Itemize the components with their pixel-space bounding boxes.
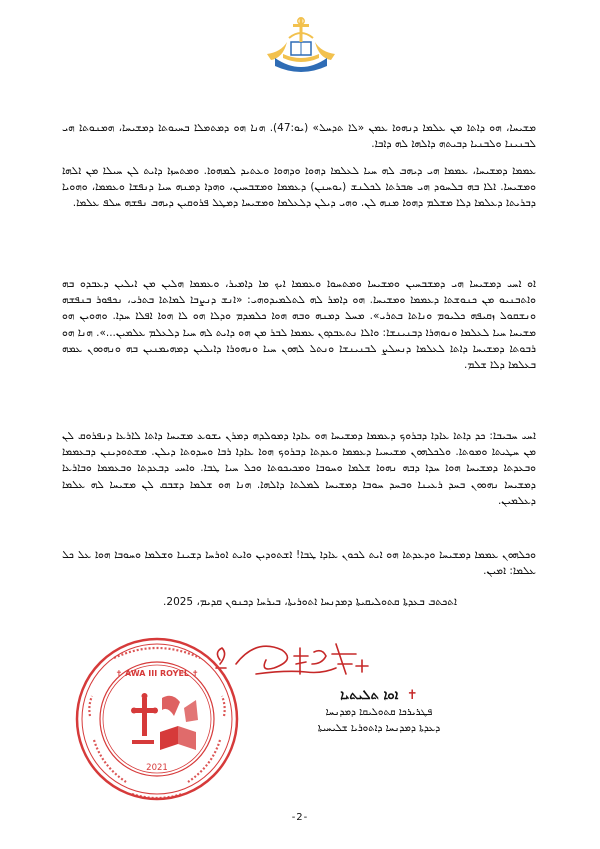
paragraph-3: ܐܘ ܐܚܝ ܕܡܫܝܚܐ ܗܝ ܕܡܫܒܚܝܢ ܘܡܫܝܚܐ ܘܡܬܚܘܐ ܘܥܡܡܐ ܐܝܟ ܡܐ ܕܐܡܝܪ، ܘܥܡܡܐ ܗܠܝܢ ܡܢ ܐܝܠܝܢ ܕܥܒܕܘ ܒܗ ܘܐܬܒܢܝܘ ܡܢ ܟܢܘܫܬܐ ܕܥܡܡܐ ܘܡܫܝܚܐ. ܗܘ ܕܐܡܪ ܠܗ ܠܬܠܡܝܕܘܗܝ: «ܐܢܫ ܕܢܨܒܐ ܠܡܐܬܐ ܒܬܪܝ، ܢܟܦܘܪ ܒܢܦܫܗ ܘܢܫܩܘܠ ܙܩܝܦܗ ܟܠܝܘܡ ܘܢܐܬܐ ܒܬܪܝ». ܡܚܠ ܕܡܢܗ ܘܒܗ ܗܘܐ ܟܠܡܕܡ ܘܕܠܐ ܗܘ ܠܐ ܗܘܐ ܐܦܠܐ ܚܕܐ. ܘܗܘܝܢ ܗܘ ܡܫܝܚܐ ܚܝܐ ܠܥܠܡܐ ܘܢܘܗܪܐ ܕܒܢܝܢܫܐ: ܘܐܠܐ ܢܬܥܒܕܘܢ ܥܡܡܐ ܠܒܪ ܡܢ ܗܘ ܕܐܝܬ ܠܗ ܚܝܐ ܕܠܥܠܡ ܥܠܡܝܢ...». ܗܢܐ ܗܘ ܪܒܘܬܐ ܕܡܫܝܚܐ ܕܐܬܐ ܠܥܠܡܐ ܕܢܚܠܨ ܠܒܢܝܢܫܐ ܘܢܬܠ ܠܗܘܢ ܚܝܐ ܘܢܗܘܪܐ ܕܐܝܠܝܢ ܕܡܗܝܡܢܝܢ ܒܗ ܘܢܗܘܘܢ ܥܡܗ ܒܥܠܡܐ ܕܠܐ ܫܠܡ. bbox=[62, 278, 536, 372]
signatory-title-line-2: ܕܥܕܬܐ ܕܡܕܢܚܐ ܕܐܬܘܪܝܐ ܫܠܝܚܝܬܐ bbox=[317, 723, 441, 734]
page-number: -2- bbox=[291, 812, 309, 823]
cross-icon: ✝ bbox=[406, 688, 418, 703]
church-emblem-icon bbox=[261, 14, 341, 74]
dateline: ܐܬܟܬܒ ܒܥܕܬܐ ܩܬܘܠܝܩܝܬܐ ܕܡܕܢܚܐ ܐܬܘܪܝܬܐ، ܒܝܪܚܐ ܕܟܢܘܢ ܩܕܝܡ، 2025. bbox=[163, 596, 457, 608]
signatory-title-line-1: ܦܛܪܝܪܟܐ ܩܬܘܠܝܩܐ ܕܡܕܢܚܐ bbox=[325, 707, 433, 718]
svg-text:2021: 2021 bbox=[146, 763, 168, 773]
paragraph-4: ܐܚܝ ܚܒܝܒܐ: ܟܕ ܕܐܬܐ ܥܐܕܐ ܕܒܪܘܟ ܕܥܡܡܐ ܕܡܫܝܚܐ ܗܘ ܥܐܕܐ ܕܡܘܠܕܗ ܕܡܪܢ ܝܫܘܥ ܡܫܝܚܐ ܕܐܬܐ ܠܐܪܥܐ ܕܢܦܪܘܩ ܠܢ ܡܢ ܚܛܝܬܐ ܘܡܘܬܐ. ܘܠܟܠܗܘܢ ܡܫܝܚܝܐ ܕܥܡܡܐ ܘܥܕܬܐ ܕܒܪܘܟ ܗܘܐ ܥܐܕܐ ܪܒܐ ܘܚܕܘܬܐ ܕܝܠܢ. ܡܫܬܘܕܝܢܢ ܕܒܥܡܡܐ ܘܒܥܕܬܐ ܕܡܫܝܚܐ ܗܘܐ ܚܕܐ ܕܒܗ ܢܗܘܐ ܫܠܡܐ ܘܚܘܒܐ ܘܡܟܝܟܘܬܐ ܘܟܠ ܚܝܐ ܛܒܐ. ܘܐܚܝ ܕܒܥܕܬܐ ܘܒܥܡܡܐ ܘܒܐܪܥܐ ܕܡܫܝܚܐ ܢܗܘܘܢ ܒܚܕ ܪܥܝܢܐ ܘܒܚܕ ܚܘܒܐ ܕܡܫܝܚܐ ܠܡܠܬܐ ܕܐܠܗܐ. ܗܢܐ ܗܘ ܫܠܡܐ ܕܫܒܩ ܠܢ ܡܫܝܚܐ ܠܗ ܥܠܡܐ ܕܥܠܡܝܢ. bbox=[62, 430, 536, 507]
paragraph-2: ܥܡܡܐ ܕܡܫܝܚܐ، ܥܡܡܐ ܗܝ ܕܝܗܒ ܠܗ ܚܝܐ ܠܥܠܡܐ ܕܗܘܐ ܘܕܗܘܐ ܘܥܬܝܕ ܠܡܗܘܐ. ܘܡܬܚܙܐ ܕܐܝܬ ܠܢ ܚܝܠܐ ܡܢ ܐܠܗܐ ܘܡܫܝܚܐ. ܐܠܐ ܒܗ ܒܠܚܘܕ ܗܝ ܣܒܪܬܐ ܠܟܠܢܫ (ܝܘܚܢܢ) ܕܥܡܡܐ ܘܡܫܒܚܝܢ، ܘܗܕܐ ܕܡܢܗ ܚܝܐ ܕܢܦܫܐ ܘܥܡܡܐ، ܘܗܘܝܐ ܕܒܪܝܬܐ ܕܥܠܡܐ ܕܠܐ ܡܫܠܡ ܕܗܘܐ ܡܢܗ ܠܢ. ܘܗܝ ܕܝܠܢ ܕܠܥܠܡܐ ܘܡܫܝܚܐ ܕܡܛܠ ܦܪܘܩܝܢ ܕܝܗܒ ܢܦܫܗ ܚܠܦ ܥܠܡܐ. bbox=[62, 165, 536, 210]
paragraph-1: ܡܫܝܚܐ، ܗܘ ܕܐܬܐ ܡܢ ܥܠܡܐ ܕܢܗܘܐ ܥܡܢ «ܠܐ ܬܕܚܠ» (ܝܘ:47). ܗܢܐ ܗܘ ܕܡܬܡܠܐ ܒܚܝܘܬܐ ܕܡܫܝܚܐ، ܗܡܢܘܬܐ ܗܝ ܠܒܢܝܢܐ ܘܠܒܢܝܐ ܕܒܝܬܗ ܕܐܠܗܐ ܠܗ ܕܐܒܐ. bbox=[62, 122, 536, 151]
svg-text:✝ AWA III ROYEL ✝: ✝ AWA III ROYEL ✝ bbox=[115, 669, 199, 678]
patriarch-seal bbox=[74, 636, 240, 802]
signature-block bbox=[246, 687, 512, 737]
signatory-name bbox=[246, 687, 512, 705]
signatory-name-text: ܐܘܐ ܬܠܝܬܝܐ bbox=[340, 688, 399, 703]
paragraph-5: ܘܟܠܗܘܢ ܥܡܡܐ ܕܡܫܝܚܐ ܘܕܥܕܬܐ ܗܘ ܐܝܬ ܠܟܘܢ ܥܐܕܐ ܛܒܐ! ܐܫܬܘܕܝܢ ܘܐܝܬ ܐܘܪܚܐ ܕܫܝܢܐ ܘܫܠܡܐ ܘܚܘܒܐ ܗܘܐ ܥܠ ܟܠ ܥܠܡܐ: ܐܡܝܢ. bbox=[62, 549, 536, 578]
